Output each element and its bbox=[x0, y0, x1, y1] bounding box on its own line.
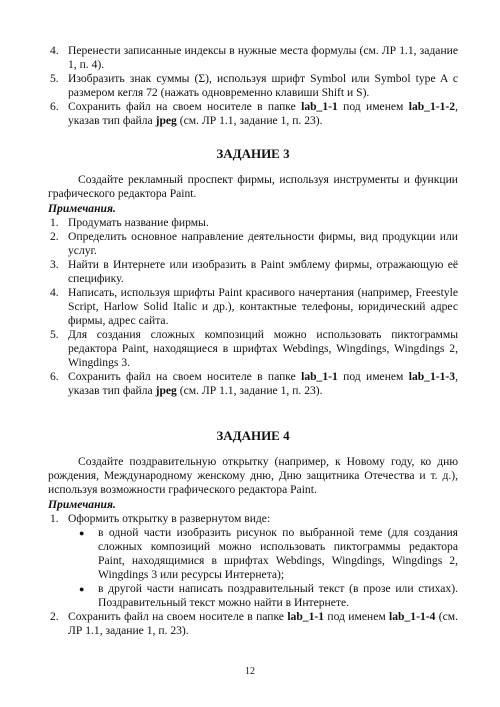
file-name: lab_1-1-3 bbox=[408, 370, 456, 383]
bullet-item bbox=[68, 526, 458, 582]
item-number: 2. bbox=[50, 230, 59, 243]
file-type: jpeg bbox=[155, 384, 177, 397]
text-fragment: под именем bbox=[337, 370, 409, 383]
page-number: 12 bbox=[245, 666, 255, 677]
item-text: Написать, используя шрифты Paint красивого начертания (например, Freestyle Script, Harlow Solid Italic и др.), контактные телефоны, юридический адрес фирмы, адрес сайта. bbox=[68, 286, 458, 327]
bullet-text: в другой части написать поздравительный текст (в прозе или стихах). Поздравительный текст можно найти в Интернете. bbox=[98, 582, 458, 609]
folder-name: lab_1-1 bbox=[287, 610, 325, 623]
folder-name: lab_1-1 bbox=[301, 370, 338, 383]
text-fragment: Сохранить файл на своем носителе в папке bbox=[68, 370, 302, 383]
task4-intro: Создайте поздравительную открытку (например, к Новому году, ко дню рождения, Международному женскому дню, Дню защитника Отечества и т. д.), используя возможности графического редактора Paint. bbox=[48, 455, 458, 496]
task3-heading: ЗАДАНИЕ 3 bbox=[216, 146, 290, 161]
list-item bbox=[48, 216, 458, 230]
item-number: 2. bbox=[50, 610, 59, 623]
list-item bbox=[48, 230, 458, 258]
item-text: Определить основное направление деятельности фирмы, вид продукции или услуг. bbox=[68, 230, 458, 257]
list-item bbox=[48, 370, 458, 398]
task3-intro: Создайте рекламный проспект фирмы, используя инструменты и функции графического редактора Paint. bbox=[48, 173, 458, 200]
file-type: jpeg bbox=[155, 114, 177, 127]
task4-list bbox=[48, 512, 458, 638]
text-fragment: , указав тип файла bbox=[68, 370, 458, 397]
item-number: 6. bbox=[50, 100, 59, 113]
page-content bbox=[48, 44, 458, 638]
text-fragment: Сохранить файл на своем носителе в папке bbox=[68, 100, 302, 113]
item-text: Продумать название фирмы. bbox=[68, 216, 209, 229]
text-fragment: Сохранить файл на своем носителе в папке bbox=[68, 610, 288, 623]
task4-notes-label: Примечания. bbox=[48, 498, 116, 511]
item-number: 3. bbox=[50, 258, 59, 271]
item-number: 1. bbox=[50, 512, 59, 525]
list-item bbox=[48, 100, 458, 128]
item-number: 1. bbox=[50, 216, 59, 229]
list-item bbox=[48, 44, 458, 72]
item-number: 4. bbox=[50, 286, 59, 299]
task3-notes-label: Примечания. bbox=[48, 202, 116, 215]
item-text: Перенести записанные индексы в нужные места формулы (см. ЛР 1.1, задание 1, п. 4). bbox=[68, 44, 458, 71]
item-number: 5. bbox=[50, 328, 59, 341]
bullet-item bbox=[68, 582, 458, 610]
file-name: lab_1-1-2 bbox=[408, 100, 456, 113]
item-number: 4. bbox=[50, 44, 59, 57]
item-text bbox=[68, 370, 458, 397]
list-item bbox=[48, 610, 458, 638]
text-fragment: (см. ЛР 1.1, задание 1, п. 23). bbox=[176, 114, 323, 127]
list-item bbox=[48, 258, 458, 286]
folder-name: lab_1-1 bbox=[301, 100, 338, 113]
file-name: lab_1-1-4 bbox=[389, 610, 436, 623]
text-fragment: под именем bbox=[324, 610, 390, 623]
top-list bbox=[48, 44, 458, 128]
text-fragment: (см. ЛР 1.1, задание 1, п. 23). bbox=[176, 384, 323, 397]
item-text: Найти в Интернете или изобразить в Paint эмблему фирмы, отражающую её специфику. bbox=[68, 258, 458, 285]
text-fragment: под именем bbox=[337, 100, 409, 113]
task3-list bbox=[48, 216, 458, 398]
bullet-list bbox=[68, 526, 458, 610]
item-text bbox=[68, 100, 458, 127]
list-item bbox=[48, 512, 458, 610]
task4-heading: ЗАДАНИЕ 4 bbox=[216, 428, 290, 443]
item-number: 5. bbox=[50, 72, 59, 85]
list-item bbox=[48, 72, 458, 100]
bullet-dot-icon: ● bbox=[79, 584, 85, 594]
text-fragment: (см. ЛР 1.1, задание 1, п. 23). bbox=[68, 610, 458, 637]
list-item bbox=[48, 286, 458, 328]
text-fragment: , указав тип файла bbox=[68, 100, 458, 127]
item-text: Оформить открытку в развернутом виде: bbox=[68, 512, 271, 525]
item-text: Для создания сложных композиций можно использовать пиктограммы редактора Paint, находящиеся в шрифтах Webdings, Wingdings, Wingdings 2, Wingdings 3. bbox=[68, 328, 458, 369]
bullet-text: в одной части изобразить рисунок по выбранной теме (для создания сложных композиций можно использовать пиктограммы редактора Paint, находящимися в шрифтах Webdings, Wingdings, Wingdings 2, Wingdings 3 или ресурсы Интернета); bbox=[98, 526, 458, 581]
item-text bbox=[68, 610, 458, 637]
item-text: Изобразить знак суммы (Σ), используя шрифт Symbol или Symbol type A с размером кегля 72 (нажать одновременно клавиши Shift и S). bbox=[68, 72, 458, 99]
bullet-dot-icon: ● bbox=[79, 528, 85, 538]
item-number: 6. bbox=[50, 370, 59, 383]
list-item bbox=[48, 328, 458, 370]
